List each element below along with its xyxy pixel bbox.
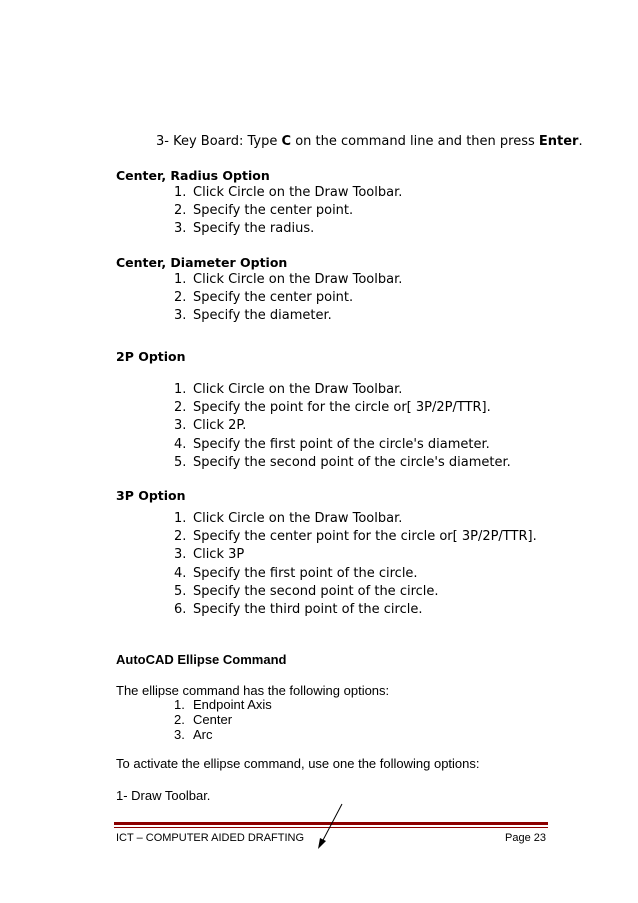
- ellipse-option-1: 1- Draw Toolbar.: [116, 788, 211, 803]
- list-text: Endpoint Axis: [193, 697, 272, 712]
- list-number: 4.: [174, 565, 187, 581]
- list-number: 1.: [174, 185, 187, 200]
- arrow-head: [318, 838, 326, 849]
- keyboard-key: C: [281, 134, 292, 149]
- list-text: Click Circle on the Draw Toolbar.: [193, 185, 403, 200]
- list-number: 3.: [174, 727, 185, 742]
- list-number: 5.: [174, 583, 187, 599]
- list-number: 2.: [174, 203, 187, 219]
- page-number: Page 23: [505, 832, 546, 844]
- list-number: 6.: [174, 602, 187, 618]
- list-text: Specify the second point of the circle's diameter.: [193, 454, 511, 470]
- two-p-heading: 2P Option: [116, 349, 186, 364]
- list-text: Click Circle on the Draw Toolbar.: [193, 511, 403, 526]
- list-number: 2.: [174, 529, 187, 545]
- ellipse-intro: The ellipse command has the following options:: [116, 683, 390, 698]
- list-text: Click Circle on the Draw Toolbar.: [193, 382, 403, 397]
- list-number: 2.: [174, 400, 187, 416]
- list-text: Specify the second point of the circle.: [193, 583, 439, 599]
- list-text: Specify the radius.: [193, 221, 315, 237]
- list-text: Specify the point for the circle or[ 3P/2P/TTR].: [193, 400, 491, 416]
- list-text: Click 2P.: [193, 418, 247, 434]
- list-number: 1.: [174, 511, 187, 526]
- list-number: 1.: [174, 382, 187, 397]
- keyboard-prefix: 3- Key Board: Type: [156, 134, 282, 149]
- list-text: Specify the third point of the circle.: [193, 602, 423, 618]
- list-number: 5.: [174, 454, 187, 470]
- keyboard-middle: on the command line and then press: [291, 134, 539, 149]
- list-text: Specify the first point of the circle.: [193, 565, 418, 581]
- list-number: 3.: [174, 547, 187, 563]
- list-text: Specify the center point.: [193, 290, 354, 306]
- list-number: 3.: [174, 418, 187, 434]
- center-radius-heading: Center, Radius Option: [116, 168, 270, 183]
- list-text: Click 3P: [193, 547, 245, 563]
- list-number: 4.: [174, 436, 187, 452]
- list-text: Center: [193, 712, 233, 727]
- list-number: 2.: [174, 290, 187, 306]
- ellipse-activate: To activate the ellipse command, use one the following options:: [116, 756, 480, 771]
- list-number: 1.: [174, 272, 187, 287]
- keyboard-enter: Enter: [538, 134, 579, 149]
- list-text: Arc: [193, 727, 213, 742]
- three-p-heading: 3P Option: [116, 488, 186, 503]
- footer-title: ICT – COMPUTER AIDED DRAFTING: [116, 832, 305, 844]
- list-number: 3.: [174, 308, 187, 324]
- list-text: Specify the first point of the circle's diameter.: [193, 436, 490, 452]
- list-text: Specify the diameter.: [193, 308, 332, 324]
- list-number: 3.: [174, 221, 187, 237]
- list-number: 1.: [174, 697, 185, 712]
- center-diameter-heading: Center, Diameter Option: [116, 255, 288, 270]
- ellipse-heading: AutoCAD Ellipse Command: [116, 652, 287, 667]
- list-number: 2.: [174, 712, 185, 727]
- list-text: Specify the center point for the circle or[ 3P/2P/TTR].: [193, 529, 537, 545]
- list-text: Click Circle on the Draw Toolbar.: [193, 272, 403, 287]
- list-text: Specify the center point.: [193, 203, 354, 219]
- arrow-shaft: [322, 804, 342, 842]
- keyboard-end: .: [578, 134, 583, 149]
